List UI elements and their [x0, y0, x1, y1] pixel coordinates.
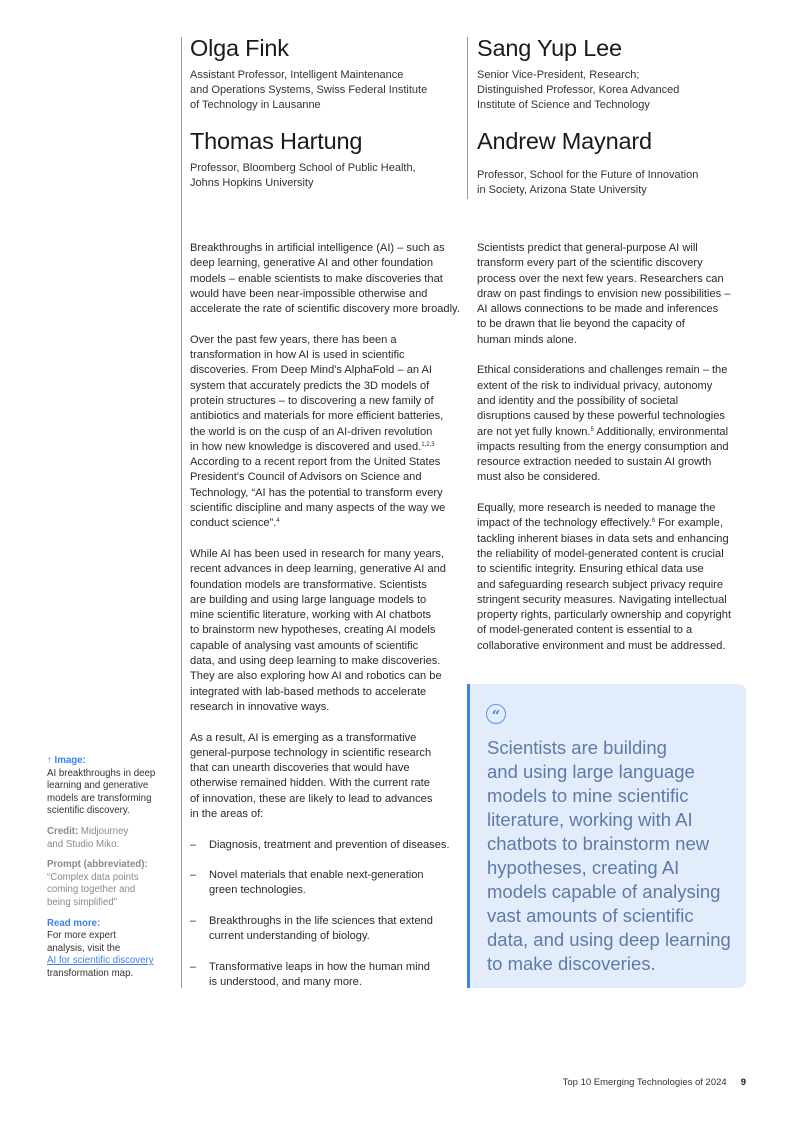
- image-note: [47, 755, 172, 818]
- read-more-note: [47, 918, 172, 981]
- column-divider-left: [181, 37, 182, 988]
- list-item: – Novel materials that enable next-generation green technologies.: [190, 869, 424, 897]
- read-more-label: Read more:: [47, 917, 101, 929]
- sidebar-notes: [47, 755, 172, 989]
- body-paragraph: Scientists predict that general-purpose AI will transform every part of the scientific discovery process over the next few years. Researchers can draw on past findings to envision new possibilities – AI allows connections to be made and inferences to be drawn that lie beyond the capacity of human minds alone.: [477, 242, 731, 346]
- bullet-list: [190, 838, 465, 991]
- pull-quote-accent-bar: [467, 684, 470, 988]
- author-role: Assistant Professor, Intelligent Maintenance and Operations Systems, Swiss Federal Institute of Technology in Lausanne: [190, 69, 428, 111]
- page-number: 9: [740, 1077, 746, 1088]
- read-more-text: For more expert analysis, visit the: [47, 930, 121, 954]
- prompt-text: “Complex data points coming together and being simplified”: [47, 871, 139, 908]
- author-andrew-maynard: [477, 127, 747, 198]
- quote-icon: “: [486, 704, 506, 724]
- image-label: Image:: [54, 755, 86, 766]
- author-role: Professor, School for the Future of Innovation in Society, Arizona State University: [477, 169, 699, 196]
- pull-quote-text: Scientists are building and using large language models to mine scientific literature, working with AI chatbots to brainstorm new hypotheses, creating AI models capable of analysing vast amounts of scientific data, and using deep learning to make discoveries.: [487, 737, 731, 974]
- author-thomas-hartung: [190, 127, 460, 191]
- prompt-note: [47, 859, 172, 909]
- body-paragraph: Ethical considerations and challenges remain – the extent of the risk to individual privacy, autonomy and identity and the possibility of societal disruptions caused by these powerful technologies are not yet fully known.$^5$ Additionally, environmental impacts resulting from the energy consumption and resource extraction needed to sustain AI growth must also be considered.: [477, 364, 729, 484]
- author-name: Thomas Hartung: [190, 128, 363, 154]
- arrow-up-icon: ↑: [47, 755, 52, 766]
- column-divider-right: [467, 37, 468, 199]
- body-paragraph: While AI has been used in research for many years, recent advances in deep learning, generative AI and foundation models are transformative. Scientists are building and using large language models to mine scientific literature, working with AI chatbots to brainstorm new hypotheses, creating AI models capable of analysing vast amounts of scientific data, and using deep learning to make discoveries. They are also exploring how AI and robotics can be integrated with lab-based methods to accelerate research in innovative ways.: [190, 547, 446, 713]
- read-more-tail: transformation map.: [47, 967, 134, 979]
- author-olga-fink: [190, 34, 460, 113]
- credit-text: Midjourney and Studio Miko.: [47, 825, 129, 850]
- footnote-ref: 4: [276, 518, 280, 525]
- transformation-map-link[interactable]: AI for scientific discovery: [47, 955, 154, 967]
- footnote-ref: 5: [590, 426, 594, 433]
- credit-note: [47, 826, 172, 851]
- footnote-ref: 6: [651, 518, 656, 525]
- image-caption: AI breakthroughs in deep learning and generative models are transforming scientific discovery.: [47, 767, 156, 817]
- list-item: – Diagnosis, treatment and prevention of diseases.: [190, 838, 450, 851]
- author-role: Professor, Bloomberg School of Public Health, Johns Hopkins University: [190, 162, 416, 189]
- author-name: Andrew Maynard: [477, 128, 652, 154]
- body-paragraph: Over the past few years, there has been a transformation in how AI is used in scientific discoveries. From Deep Mind's AlphaFold – an AI system that accurately predicts the 3D models of protein structures – to discovering a new family of antibiotics and materials for more efficient batteries, the world is on the cusp of an AI-driven revolution in how new knowledge is discovered and used.$^{1,2,3}$ According to a recent report from the United States President's Council of Advisors on Science and Technology, “AI has the potential to transform every scientific discipline and many aspects of the way we conduct science”.$^4$: [190, 333, 446, 530]
- report-title: Top 10 Emerging Technologies of 2024: [562, 1077, 727, 1088]
- author-sang-yup-lee: [477, 34, 747, 113]
- author-name: Olga Fink: [190, 35, 289, 61]
- body-paragraph: Breakthroughs in artificial intelligence (AI) – such as deep learning, generative AI and other foundation models – enable scientists to make discoveries that would have been near-impossible otherwise and accelerate the rate of scientific discovery more broadly.: [190, 242, 460, 316]
- author-role: Senior Vice-President, Research; Distinguished Professor, Korea Advanced Institute of Science and Technology: [477, 69, 680, 111]
- left-body-column: [190, 241, 465, 1006]
- list-item: – Breakthroughs in the life sciences that extend current understanding of biology.: [190, 915, 433, 943]
- list-item: – Transformative leaps in how the human mind is understood, and many more.: [190, 960, 430, 989]
- body-paragraph: As a result, AI is emerging as a transformative general-purpose technology in scientific research that can unearth discoveries that would have otherwise remained hidden. With the current rate of innovation, these are likely to lead to advances in the areas of:: [190, 731, 433, 820]
- right-body-column: [477, 241, 752, 669]
- author-name: Sang Yup Lee: [477, 35, 622, 61]
- footnote-ref: 1,2,3: [421, 441, 435, 448]
- body-paragraph: Equally, more research is needed to manage the impact of the technology effectively.$^6$ For example, tackling inherent biases in data sets and enhancing the reliability of model-generated content is crucial to scientific integrity. Ensuring ethical data use and safeguarding research subject privacy require stringent security measures. Navigating intellectual property rights, particularly ownership and copyright of model-generated content is essential to a collaborative environment and must be addressed.: [477, 502, 732, 652]
- page-footer: [563, 1077, 746, 1088]
- credit-label: Credit:: [47, 825, 79, 837]
- prompt-label: Prompt (abbreviated):: [47, 859, 148, 871]
